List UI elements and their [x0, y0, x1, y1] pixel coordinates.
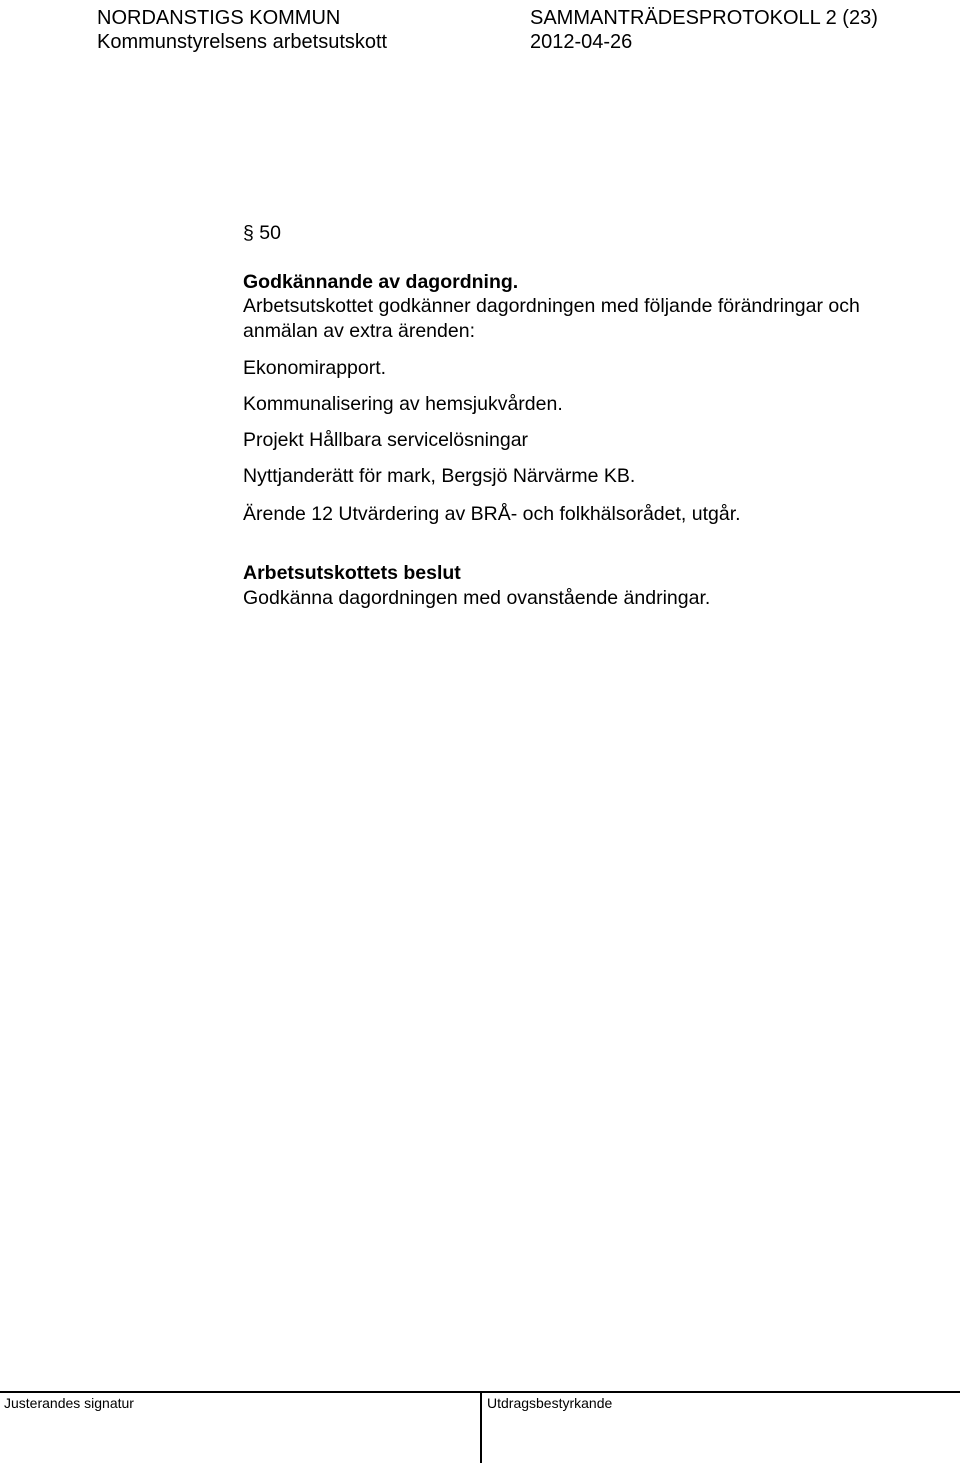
- org-name: NORDANSTIGS KOMMUN: [97, 7, 341, 29]
- section-number: § 50: [243, 222, 281, 244]
- agenda-item: Kommunalisering av hemsjukvården.: [243, 393, 563, 415]
- intro-line: Arbetsutskottet godkänner dagordningen med följande förändringar och: [243, 295, 860, 317]
- agenda-item: Ekonomirapport.: [243, 357, 387, 379]
- decision-text: Godkänna dagordningen med ovanstående ändringar.: [243, 587, 711, 609]
- intro-line: anmälan av extra ärenden:: [243, 320, 475, 342]
- footer-column-divider: [480, 1391, 482, 1463]
- agenda-item: Ärende 12 Utvärdering av BRÅ- och folkhälsorådet, utgår.: [243, 503, 741, 525]
- committee-name: Kommunstyrelsens arbetsutskott: [97, 31, 388, 53]
- meeting-date: 2012-04-26: [530, 31, 633, 53]
- signature-label: Justerandes signatur: [4, 1395, 134, 1411]
- agenda-item: Projekt Hållbara servicelösningar: [243, 429, 529, 451]
- decision-heading: Arbetsutskottets beslut: [243, 562, 461, 584]
- certification-label: Utdragsbestyrkande: [487, 1395, 613, 1411]
- agenda-item: Nyttjanderätt för mark, Bergsjö Närvärme KB.: [243, 465, 636, 487]
- doc-type: SAMMANTRÄDESPROTOKOLL 2 (23): [530, 7, 878, 29]
- section-title: Godkännande av dagordning.: [243, 271, 519, 293]
